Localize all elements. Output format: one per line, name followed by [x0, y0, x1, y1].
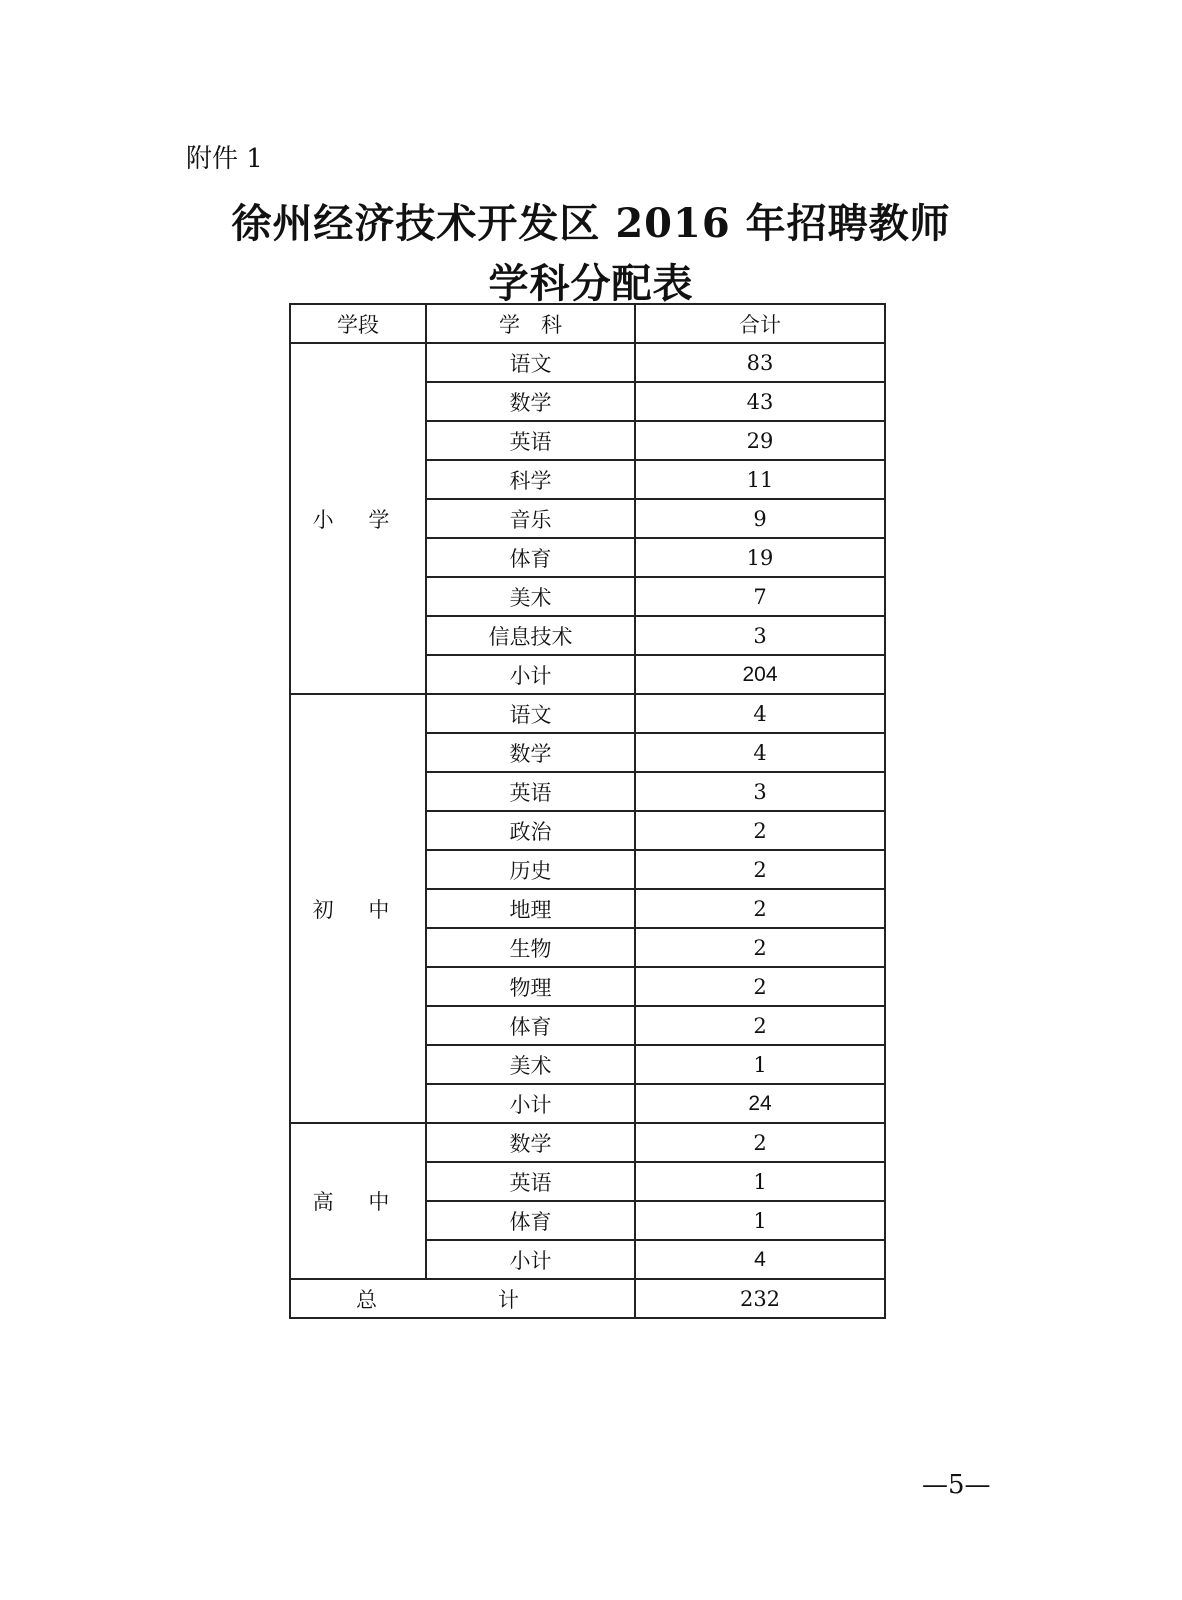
subject-cell: 地理 [426, 889, 635, 928]
subject-cell: 语文 [426, 694, 635, 733]
document-title: 徐州经济技术开发区 2016 年招聘教师 [231, 200, 951, 247]
subject-cell: 数学 [426, 733, 635, 772]
subject-cell: 数学 [426, 1123, 635, 1162]
count-cell: 2 [635, 928, 885, 967]
subject-cell: 语文 [426, 343, 635, 382]
count-cell: 43 [635, 382, 885, 421]
count-cell: 19 [635, 538, 885, 577]
subject-cell: 英语 [426, 772, 635, 811]
count-cell: 3 [635, 772, 885, 811]
table-header-row [290, 304, 885, 343]
grand-total-value: 232 [635, 1279, 885, 1318]
header-subject: 学 科 [426, 304, 635, 343]
subtotal-value: 4 [635, 1240, 885, 1279]
count-cell: 2 [635, 967, 885, 1006]
count-cell: 2 [635, 850, 885, 889]
subject-cell: 体育 [426, 538, 635, 577]
subject-cell: 英语 [426, 1162, 635, 1201]
header-stage: 学段 [290, 304, 426, 343]
count-cell: 2 [635, 1123, 885, 1162]
subject-cell: 信息技术 [426, 616, 635, 655]
count-cell: 11 [635, 460, 885, 499]
subject-cell: 政治 [426, 811, 635, 850]
count-cell: 1 [635, 1045, 885, 1084]
subtotal-label: 小计 [426, 1240, 635, 1279]
table-row [290, 1123, 885, 1162]
stage-cell: 小 学 [290, 343, 426, 694]
subject-cell: 生物 [426, 928, 635, 967]
grand-total-row [290, 1279, 885, 1318]
count-cell: 4 [635, 694, 885, 733]
subject-cell: 体育 [426, 1006, 635, 1045]
attachment-label: 附件 1 [186, 144, 263, 174]
count-cell: 1 [635, 1201, 885, 1240]
count-cell: 29 [635, 421, 885, 460]
subject-cell: 美术 [426, 577, 635, 616]
count-cell: 1 [635, 1162, 885, 1201]
header-total: 合计 [635, 304, 885, 343]
subtotal-label: 小计 [426, 1084, 635, 1123]
subject-allocation-table [289, 303, 886, 1319]
subtotal-label: 小计 [426, 655, 635, 694]
subject-cell: 音乐 [426, 499, 635, 538]
count-cell: 83 [635, 343, 885, 382]
count-cell: 3 [635, 616, 885, 655]
count-cell: 4 [635, 733, 885, 772]
page-number: —5— [922, 1470, 991, 1500]
count-cell: 2 [635, 811, 885, 850]
table-row [290, 343, 885, 382]
subject-cell: 英语 [426, 421, 635, 460]
count-cell: 2 [635, 889, 885, 928]
subject-cell: 美术 [426, 1045, 635, 1084]
stage-cell: 高 中 [290, 1123, 426, 1279]
stage-cell: 初 中 [290, 694, 426, 1123]
subtotal-value: 204 [635, 655, 885, 694]
table-row [290, 694, 885, 733]
count-cell: 2 [635, 1006, 885, 1045]
subtotal-value: 24 [635, 1084, 885, 1123]
subject-cell: 科学 [426, 460, 635, 499]
subject-cell: 数学 [426, 382, 635, 421]
subject-cell: 体育 [426, 1201, 635, 1240]
grand-total-label: 总 计 [290, 1279, 635, 1318]
count-cell: 7 [635, 577, 885, 616]
subject-cell: 物理 [426, 967, 635, 1006]
document-subtitle: 学科分配表 [488, 260, 694, 307]
count-cell: 9 [635, 499, 885, 538]
subject-cell: 历史 [426, 850, 635, 889]
table-body [290, 343, 885, 1318]
